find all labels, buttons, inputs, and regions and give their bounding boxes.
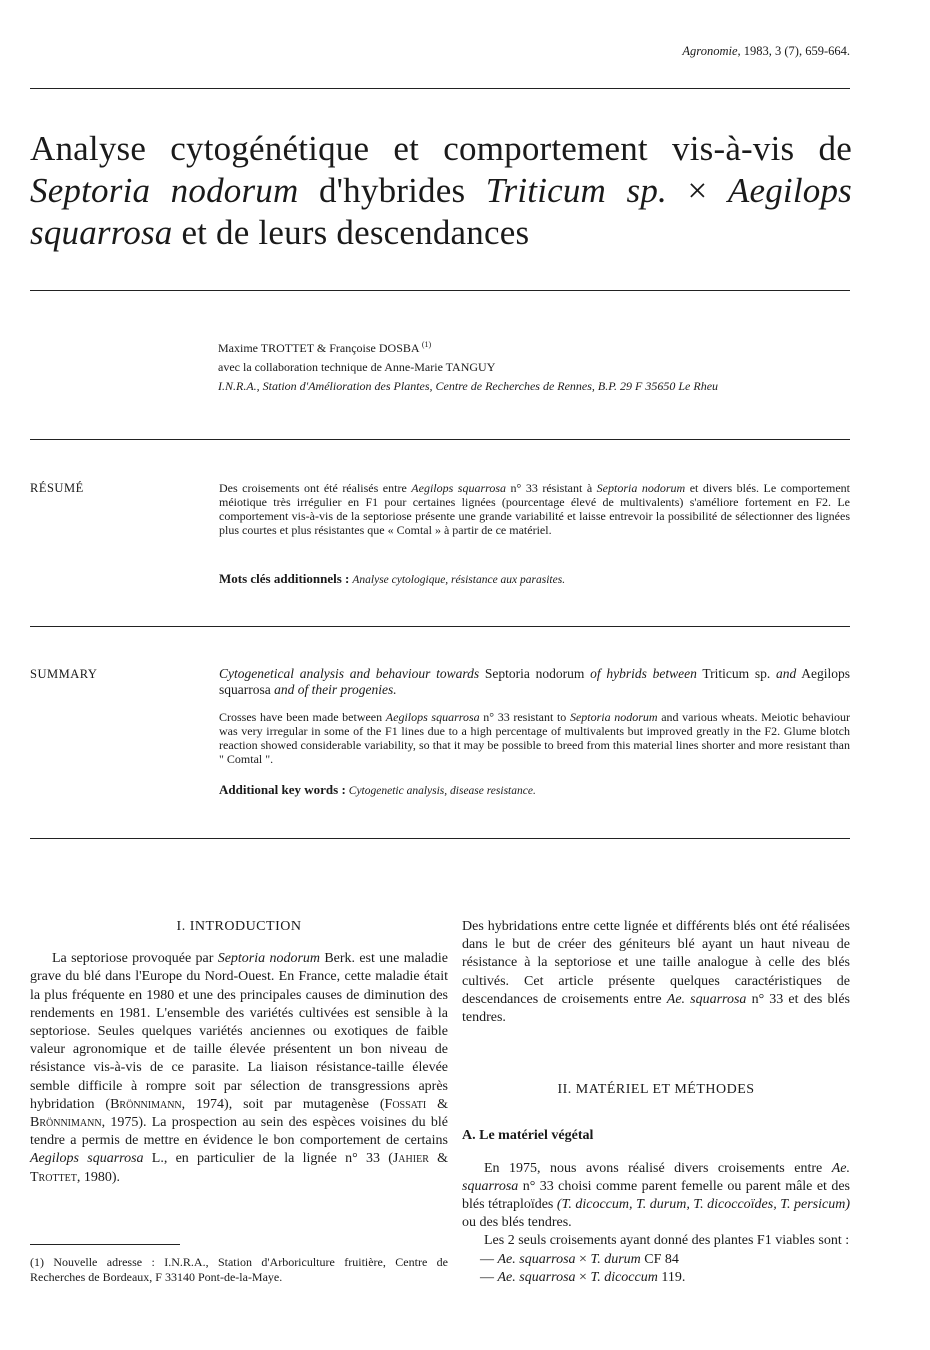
methods-span: ou des blés tendres. [462,1215,572,1231]
keywords-label: Mots clés additionnels : [219,571,350,586]
list-species: Ae. squarrosa [497,1251,576,1267]
resume-species: Aegilops squarrosa [411,481,507,495]
methods-subheading: A. Le matériel végétal [462,1128,594,1144]
resume-label: RÉSUMÉ [30,481,84,495]
summary-title [219,666,850,698]
list-dash: — [480,1269,494,1285]
intro-span: , 1974), soit par mutagenèse ( [181,1096,385,1112]
methods-species: (T. dicoccum, T. durum, T. dicoccoïdes, T. persicum) [556,1197,850,1213]
author-names-text: Maxime TROTTET & Françoise DOSBA [218,341,419,355]
intro-species: Septoria nodorum [217,951,321,967]
keywords-text: Cytogenetic analysis, disease resistance. [348,785,536,797]
left-column [30,918,448,1187]
title-species: Triticum sp. [485,171,667,210]
title-text: d'hybrides [318,171,466,210]
keywords-text: Analyse cytologique, résistance aux parasites. [352,574,566,586]
intro-span: , 1975). La prospection au sein des espèces voisines du blé tendre a permis de mettre en évidence le bon comportement de certains [30,1115,448,1149]
title-species: Septoria nodorum [30,171,299,210]
journal-name: Agronomie, [682,44,741,58]
resume-span: et divers blés. Le comportement méiotique très irrégulier en F1 pour certaines lignées (pourcentage élevé de multivalents) s'améliore fortement en F2. Le comportement vis-à-vis de la septoriose présente une grande variabilité et laisse entrevoir la possibilité de sélectionner des lignées plus courtes et plus résistantes que « Comtal » à partir de ce matériel. [219,481,850,537]
citation-author: Fossati & Brönnimann [30,1096,448,1131]
summary-span: Crosses have been made between [219,710,386,724]
title-rule [30,290,850,291]
summary-text [219,710,850,766]
resume-text [219,481,850,537]
resume-span: n° 33 résistant à [506,481,597,495]
list-species: Ae. squarrosa [497,1269,576,1285]
intro-span: La septoriose provoquée par [52,951,218,967]
summary-label: SUMMARY [30,667,98,681]
journal-volume: 1983, 3 (7), 659-664. [743,44,850,58]
intro-paragraph [30,950,448,1187]
summary-title-span: Septoria nodorum [479,666,591,681]
citation-author: Brönnimann [110,1096,182,1112]
summary-title-span: of hybrids between [590,666,697,681]
methods-span: En 1975, nous avons réalisé divers croisements entre [484,1160,832,1176]
summary-title-span: Cytogenetical analysis and behaviour towards [219,666,480,681]
resume-rule [30,626,850,627]
intro-span: Des hybridations entre cette lignée et différents blés ont été réalisées dans le but de créer des géniteurs blé ayant un haut niveau de résistance à la septoriose et une taille analogue à celle des blés cultivés. Cet article présente quelques caractéristiques de descendances de croisements entre [462,919,850,1007]
summary-species: Septoria nodorum [569,710,658,724]
summary-keywords [219,782,536,798]
list-species: T. dicoccum [590,1269,658,1285]
cross-list [462,1251,850,1287]
title-species: Aegilops squarrosa [30,171,852,252]
resume-species: Septoria nodorum [596,481,686,495]
header-rule [30,88,850,89]
title-text: Analyse cytogénétique et comportement vis-à-vis de [30,129,852,168]
list-cross: × [575,1269,591,1285]
intro-species: Aegilops squarrosa [30,1151,144,1167]
methods-heading: II. MATÉRIEL ET MÉTHODES [557,1082,755,1098]
footnote: (1) Nouvelle adresse : I.N.R.A., Station d'Arboriculture fruitière, Centre de Recherches de Bordeaux, F 33140 Pont-de-la-Maye. [30,1255,448,1284]
keywords-label: Additional key words : [219,782,346,797]
list-item [462,1251,850,1269]
authors-rule [30,439,850,440]
list-item [462,1269,850,1287]
collaboration: avec la collaboration technique de Anne-Marie TANGUY [218,360,496,374]
list-rest: CF 84 [640,1251,679,1267]
methods-species: Ae. squarrosa [462,1160,850,1194]
citation-author: Jahier & Trottet [30,1151,448,1185]
intro-span: n° 33 et des blés tendres. [462,991,850,1026]
journal-reference [682,44,850,59]
right-column [462,918,850,1287]
title-cross-symbol: × [687,171,708,210]
methods-paragraph [462,1160,850,1233]
resume-span: Des croisements ont été réalisés entre [219,481,412,495]
author-names [218,335,858,358]
summary-title-span: Triticum sp. [696,666,776,681]
footnote-rule [30,1244,180,1245]
summary-rule [30,838,850,839]
title-text: et de leurs descendances [181,213,530,252]
summary-title-span: Aegilops squarrosa [219,666,850,697]
resume-keywords [219,571,565,587]
intro-continuation [462,918,850,1027]
author-block [218,335,858,396]
methods-span: n° 33 choisi comme parent femelle ou parent mâle et des blés tétraploïdes [462,1178,850,1213]
list-dash: — [480,1251,494,1267]
list-cross: × [575,1251,591,1267]
list-rest: 119. [657,1269,686,1285]
intro-span: , 1980). [76,1169,121,1185]
summary-title-span: and [775,666,797,681]
affiliation: I.N.R.A., Station d'Amélioration des Plantes, Centre de Recherches de Rennes, B.P. 29 F 35650 Le Rheu [218,379,719,393]
intro-species: Ae. squarrosa [666,991,747,1007]
intro-span: Berk. est une maladie grave du blé dans l'Europe du Nord-Ouest. En France, cette maladie était la plus fréquente en 1980 et une des principales causes de diminution des rendements en 1981. L'ensemble des variétés cultivées est sensible à la septoriose. Seules quelques variétés anciennes ou exotiques de faible valeur agronomique et de taille élevée présentent un bon niveau de résistance vis-à-vis de ce parasite. La liaison résistance-taille élevée semble difficile à rompre soit par sélection de transgressions après hybridation ( [30,951,449,1112]
summary-span: and various wheats. Meiotic behaviour was very irregular in some of the F1 lines due to a high percentage of multivalents but improved greatly in the F2. Glume blotch reaction showed considerable variability, so that it may be possible to breed from this material lines shorter and more resistant than " Comtal ". [219,710,851,766]
methods-paragraph: Les 2 seuls croisements ayant donné des plantes F1 viables sont : [484,1233,850,1249]
summary-span: n° 33 resistant to [479,710,570,724]
summary-species: Aegilops squarrosa [385,710,480,724]
summary-title-span: and of their progenies. [274,682,397,697]
footnote-mark: (1) [421,340,432,349]
article-title [30,128,852,254]
intro-heading: I. INTRODUCTION [176,919,302,934]
list-species: T. durum [590,1251,641,1267]
intro-span: L., en particulier de la lignée n° 33 ( [143,1151,393,1167]
